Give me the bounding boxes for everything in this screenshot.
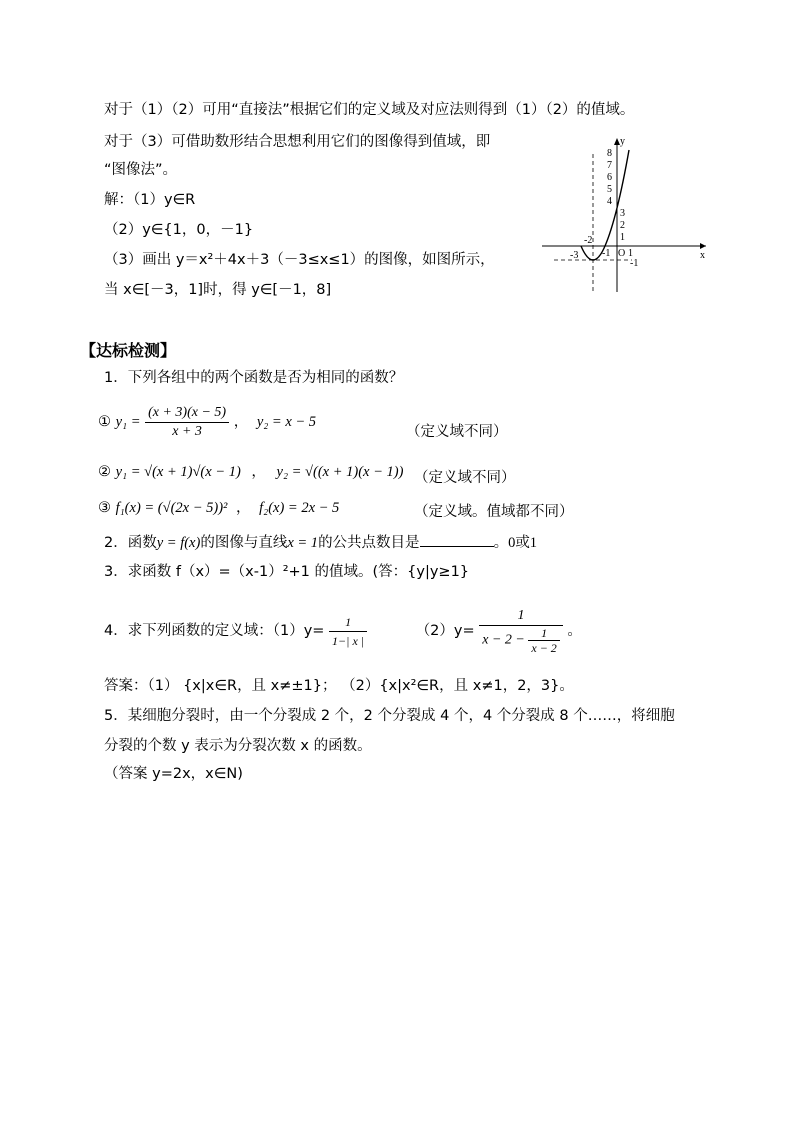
q1-a-mark: ①: [98, 414, 111, 430]
q2-answer: 0或1: [508, 535, 538, 551]
q1-c-f1: f₁(x) = (√(2x − 5))²: [115, 500, 228, 516]
question-5-line-1: 5．某细胞分裂时，由一个分裂成 2 个，2 个分裂成 4 个，4 个分裂成 8 个……，将细胞: [104, 708, 675, 724]
origin-label: O: [618, 248, 626, 259]
q1-a-separator: ，: [233, 414, 249, 430]
q1-b-y2: y₂ = √((x + 1)(x − 1)): [276, 464, 404, 480]
q1-a-note: （定义域不同）: [406, 424, 508, 440]
q2-function: y = f(x): [156, 535, 201, 551]
q1-c-note: （定义域。值域都不同）: [414, 504, 574, 520]
section-title: 【达标检测】: [80, 341, 177, 360]
y-tick-1: 1: [620, 232, 625, 243]
q1-b-separator: ，: [251, 464, 266, 480]
q4-f2-denominator: [479, 626, 563, 655]
q1-a-y1-denominator: x + 3: [172, 423, 202, 439]
q2-answer-blank: [420, 532, 494, 547]
q4-fraction-1: [329, 613, 367, 650]
q1-c-separator: ，: [236, 500, 251, 516]
q4-end: 。: [567, 623, 582, 639]
q2-post: 的公共点数目是: [318, 535, 420, 551]
intro-line-1: 对于（1）（2）可用“直接法”根据它们的定义域及对应法则得到（1）（2）的值域。: [104, 102, 635, 118]
y-tick-minus-1: -1: [630, 258, 639, 269]
q4-f1-numerator: 1: [329, 613, 367, 632]
solution-4: 当 x∈[－3，1]时，得 y∈[－1，8]: [104, 282, 332, 298]
question-1: 1．下列各组中的两个函数是否为相同的函数？: [104, 370, 404, 386]
q4-f2-inner-numerator: 1: [528, 626, 559, 641]
solution-1: 解：（1）y∈R: [104, 192, 196, 208]
y-tick-5: 5: [607, 184, 612, 195]
q1-b-mark: ②: [98, 464, 111, 480]
q4-f2-numerator: 1: [479, 607, 563, 626]
q1-a-y1-fraction: [145, 404, 229, 441]
solution-3: （3）画出 y＝x²＋4x＋3（－3≤x≤1）的图像，如图所示，: [104, 252, 495, 268]
y-tick-4: 4: [607, 196, 612, 207]
q2-mid: 的图像与直线: [200, 535, 288, 551]
x-tick-minus-1: -1: [602, 248, 611, 259]
intro-line-2: 对于（3）可借助数形结合思想利用它们的图像得到值域，即: [104, 134, 491, 150]
q4-f1-denominator: 1−| x |: [332, 633, 365, 648]
x-tick-minus-3: -3: [570, 250, 579, 261]
q2-line: x = 1: [287, 535, 319, 551]
y-axis-label: y: [620, 136, 625, 147]
q1-a-y1-numerator: (x + 3)(x − 5): [145, 404, 229, 423]
question-2: [104, 532, 537, 553]
q4-fraction-2: [479, 607, 563, 655]
q1-b-y1: y₁ = √(x + 1)√(x − 1): [115, 464, 241, 480]
parabola-graph: [540, 134, 710, 296]
q1-a-y1-lhs: y₁ =: [115, 414, 141, 430]
y-tick-7: 7: [607, 160, 612, 171]
q2-pre: 2．函数: [104, 535, 157, 551]
q4-mid: （2）y=: [415, 623, 475, 639]
question-3: 3．求函数 f（x）=（x-1）²+1 的值域。(答：{y|y≥1}: [104, 564, 470, 580]
q4-pre: 4．求下列函数的定义域：（1）y=: [104, 623, 325, 639]
q1-c-mark: ③: [98, 500, 111, 516]
question-4: [104, 596, 582, 666]
x-axis-arrow: [700, 243, 706, 249]
question-5-line-2: 分裂的个数 y 表示为分裂次数 x 的函数。: [104, 738, 372, 754]
q1-b-note: （定义域不同）: [414, 470, 516, 486]
question-5-answer: （答案 y=2x，x∈N): [104, 766, 243, 782]
q4-f2-inner-fraction: [528, 626, 559, 655]
q2-end: 。: [493, 535, 509, 551]
answer-4: 答案：（1） {x|x∈R，且 x≠±1}； （2）{x|x²∈R，且 x≠1，2，3}。: [104, 678, 574, 694]
q1-option-a: [98, 400, 316, 444]
intro-line-3: “图像法”。: [104, 162, 178, 178]
y-tick-2: 2: [620, 220, 625, 231]
q4-f2-inner-denominator: x − 2: [531, 641, 557, 655]
q1-option-b: [98, 462, 403, 482]
y-tick-6: 6: [607, 172, 612, 183]
q1-c-f2: f₂(x) = 2x − 5: [259, 500, 340, 516]
x-tick-minus-2: -2: [584, 235, 593, 246]
solution-2: （2）y∈{1，0，－1}: [104, 222, 254, 238]
q1-option-c: [98, 498, 339, 518]
x-tick-1: 1: [628, 248, 633, 259]
y-tick-8: 8: [607, 148, 612, 159]
y-tick-3: 3: [620, 208, 625, 219]
x-axis-label: x: [700, 250, 705, 261]
q4-f2-den-pre: x − 2 −: [482, 632, 525, 648]
q1-a-y2: y₂ = x − 5: [256, 414, 317, 430]
